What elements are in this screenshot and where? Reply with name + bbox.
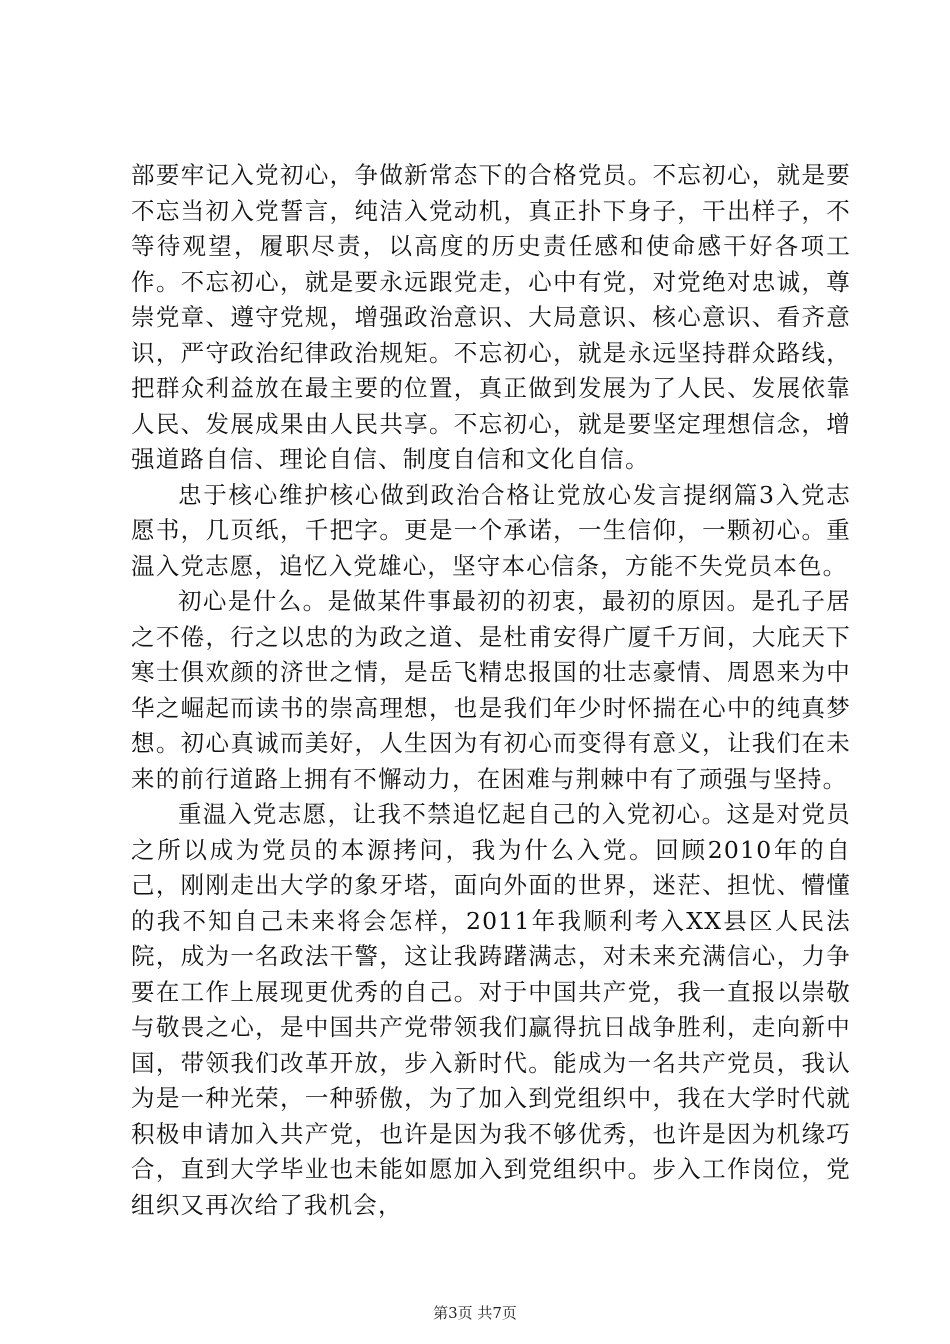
page-number-footer: 第3页 共7页 (433, 1304, 517, 1322)
paragraph-4: 重温入党志愿，让我不禁追忆起自己的入党初心。这是对党员之所以成为党员的本源拷问，我为什么入党。回顾2010年的自己，刚刚走出大学的象牙塔，面向外面的世界，迷茫、担忧、懵懂的我不知自己未来将会怎样，2011年我顺利考入XX县区人民法院，成为一名政法干警，这让我踌躇满志，对未来充满信心，力争要在工作上展现更优秀的自己。对于中国共产党，我一直报以崇敬与敬畏之心，是中国共产党带领我们赢得抗日战争胜利，走向新中国，带领我们改革开放，步入新时代。能成为一名共产党员，我认为是一种光荣，一种骄傲，为了加入到党组织中，我在大学时代就积极申请加入共产党，也许是因为我不够优秀，也许是因为机缘巧合，直到大学毕业也未能如愿加入到党组织中。步入工作岗位，党组织又再次给了我机会， (131, 800, 851, 1219)
paragraph-3: 初心是什么。是做某件事最初的初衷，最初的原因。是孔子居之不倦，行之以忠的为政之道、是杜甫安得广厦千万间，大庇天下寒士俱欢颜的济世之情，是岳飞精忠报国的壮志豪情、周恩来为中华之崛起而读书的崇高理想，也是我们年少时怀揣在心中的纯真梦想。初心真诚而美好，人生因为有初心而变得有意义，让我们在未来的前行道路上拥有不懈动力，在困难与荆棘中有了顽强与坚持。 (131, 587, 851, 793)
document-body (131, 158, 851, 1223)
paragraph-2: 忠于核心维护核心做到政治合格让党放心发言提纲篇3入党志愿书，几页纸，千把字。更是一个承诺，一生信仰，一颗初心。重温入党志愿，追忆入党雄心，坚守本心信条，方能不失党员本色。 (131, 480, 851, 580)
paragraph-1: 部要牢记入党初心，争做新常态下的合格党员。不忘初心，就是要不忘当初入党誓言，纯洁入党动机，真正扑下身子，干出样子，不等待观望，履职尽责，以高度的历史责任感和使命感干好各项工作。不忘初心，就是要永远跟党走，心中有党，对党绝对忠诚，尊崇党章、遵守党规，增强政治意识、大局意识、核心意识、看齐意识，严守政治纪律政治规矩。不忘初心，就是永远坚持群众路线，把群众利益放在最主要的位置，真正做到发展为了人民、发展依靠人民、发展成果由人民共享。不忘初心，就是要坚定理想信念，增强道路自信、理论自信、制度自信和文化自信。 (131, 161, 851, 473)
